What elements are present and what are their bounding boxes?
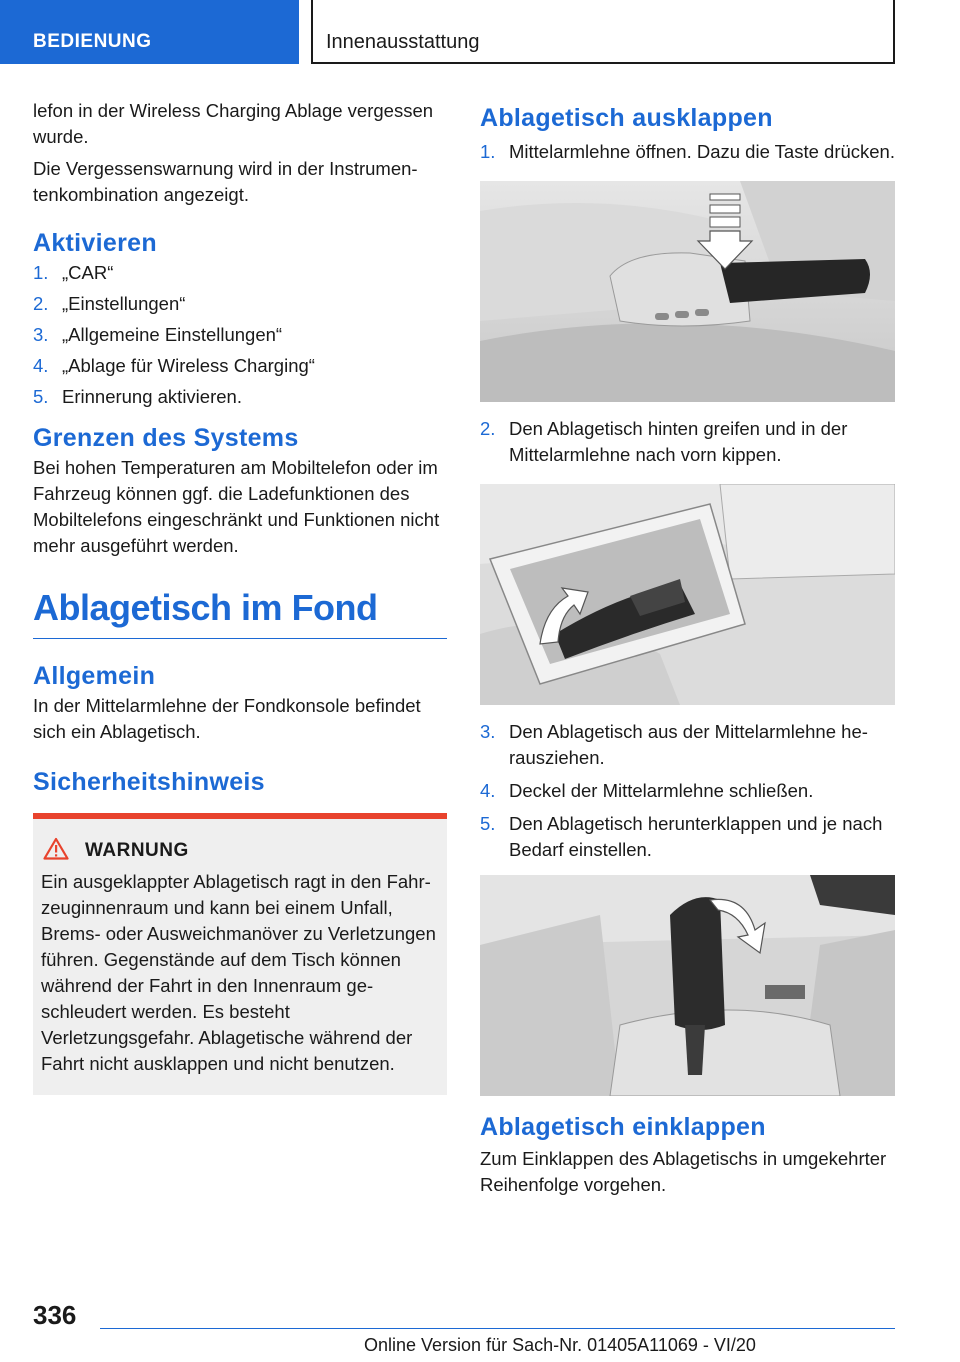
einklappen-text: Zum Einklappen des Ablagetischs in umgekehrter Reihenfolge vorgehen.: [480, 1148, 887, 1195]
ausklappen-step-2-list: [480, 416, 895, 468]
aktivieren-steps: [33, 260, 447, 410]
step-text: Erinnerung aktivieren.: [62, 386, 242, 407]
step-text: Mittelarmlehne öffnen. Dazu die Taste drücken.: [509, 141, 895, 162]
aktivieren-step: [33, 384, 447, 410]
step-number: 1.: [33, 262, 49, 283]
step-number: 4.: [480, 780, 496, 801]
grenzen-text: Bei hohen Temperaturen am Mobiltelefon oder im Fahrzeug können ggf. die Ladefunktionen des Mobiltelefons eingeschränkt und Funktionen nicht mehr ausgeführt werden.: [33, 457, 440, 556]
ausklappen-step: [480, 719, 895, 771]
header-chapter-box: [311, 0, 895, 64]
step-text: Deckel der Mittelarmlehne schließen.: [509, 780, 814, 801]
ausklappen-step: [480, 778, 895, 804]
page-number: 336: [33, 1300, 77, 1330]
intro-paragraph-2: Die Vergessenswarnung wird in der Instrumentenkombination angezeigt.: [33, 158, 418, 205]
step-text: „Ablage für Wireless Charging“: [62, 355, 315, 376]
tray-tilt-photo: [480, 484, 895, 705]
ausklappen-step-1-list: [480, 139, 895, 165]
aktivieren-step: [33, 353, 447, 379]
aktivieren-heading: Aktivieren: [33, 229, 157, 257]
tray-fold-down-photo: [480, 875, 895, 1096]
step-number: 1.: [480, 141, 496, 162]
step-text: „CAR“: [62, 262, 114, 283]
ausklappen-heading: Ablagetisch ausklappen: [480, 104, 773, 132]
allgemein-text: In der Mittelarmlehne der Fondkonsole befindet sich ein Ablagetisch.: [33, 695, 421, 742]
ausklappen-step: [480, 139, 895, 165]
step-number: 2.: [33, 293, 49, 314]
header-section-tab: [0, 0, 299, 64]
aktivieren-step: [33, 260, 447, 286]
right-column: [480, 98, 895, 1198]
step-number: 3.: [480, 721, 496, 742]
section-title: Ablagetisch im Fond: [33, 587, 378, 628]
allgemein-heading: Allgemein: [33, 662, 156, 690]
warning-triangle-icon: [43, 837, 83, 865]
sicherheit-heading: Sicherheitshinweis: [33, 768, 265, 796]
step-text: „Allgemeine Einstellungen“: [62, 324, 283, 345]
step-number: 5.: [480, 813, 496, 834]
section-title-underline: [33, 638, 447, 639]
armrest-button-photo: [480, 181, 895, 402]
warning-label: WARNUNG: [85, 840, 189, 861]
step-text: „Einstellungen“: [62, 293, 186, 314]
grenzen-heading: Grenzen des Systems: [33, 424, 299, 452]
intro-paragraph-1: lefon in der Wireless Charging Ablage vergessen wurde.: [33, 100, 434, 147]
step-text: Den Ablagetisch hinten greifen und in der Mittelarmlehne nach vorn kippen.: [509, 418, 848, 465]
header-section-label: BEDIENUNG: [33, 31, 152, 52]
ausklappen-steps-3-5: [480, 719, 895, 863]
aktivieren-step: [33, 322, 447, 348]
left-column: [33, 98, 447, 1095]
step-number: 4.: [33, 355, 49, 376]
einklappen-heading: Ablagetisch einklappen: [480, 1113, 766, 1141]
warning-text: Ein ausgeklappter Ablagetisch ragt in den Fahrzeuginnenraum und kann bei einem Unfall, Brems- oder Ausweichmanöver zu Verletzungen führen. Gegenstände auf dem Tisch können während der Fahrt in den Innenraum geschleudert werden. Es besteht Verletzungsgefahr. Ablagetische während der Fahrt nicht ausklappen und nicht benutzen.: [41, 871, 436, 1074]
header-chapter-label: Innenausstattung: [326, 31, 480, 53]
footer-rule: [100, 1328, 895, 1329]
warning-header: [41, 837, 439, 865]
step-text: Den Ablagetisch aus der Mittelarmlehne herausziehen.: [509, 721, 868, 768]
warning-box: [33, 813, 447, 1095]
step-number: 5.: [33, 386, 49, 407]
step-text: Den Ablagetisch herunterklappen und je nach Bedarf einstellen.: [509, 813, 883, 860]
aktivieren-step: [33, 291, 447, 317]
ausklappen-step: [480, 416, 895, 468]
step-number: 3.: [33, 324, 49, 345]
step-number: 2.: [480, 418, 496, 439]
ausklappen-step: [480, 811, 895, 863]
footer-online-version: Online Version für Sach-Nr. 01405A11069 - VI/20: [364, 1335, 756, 1355]
